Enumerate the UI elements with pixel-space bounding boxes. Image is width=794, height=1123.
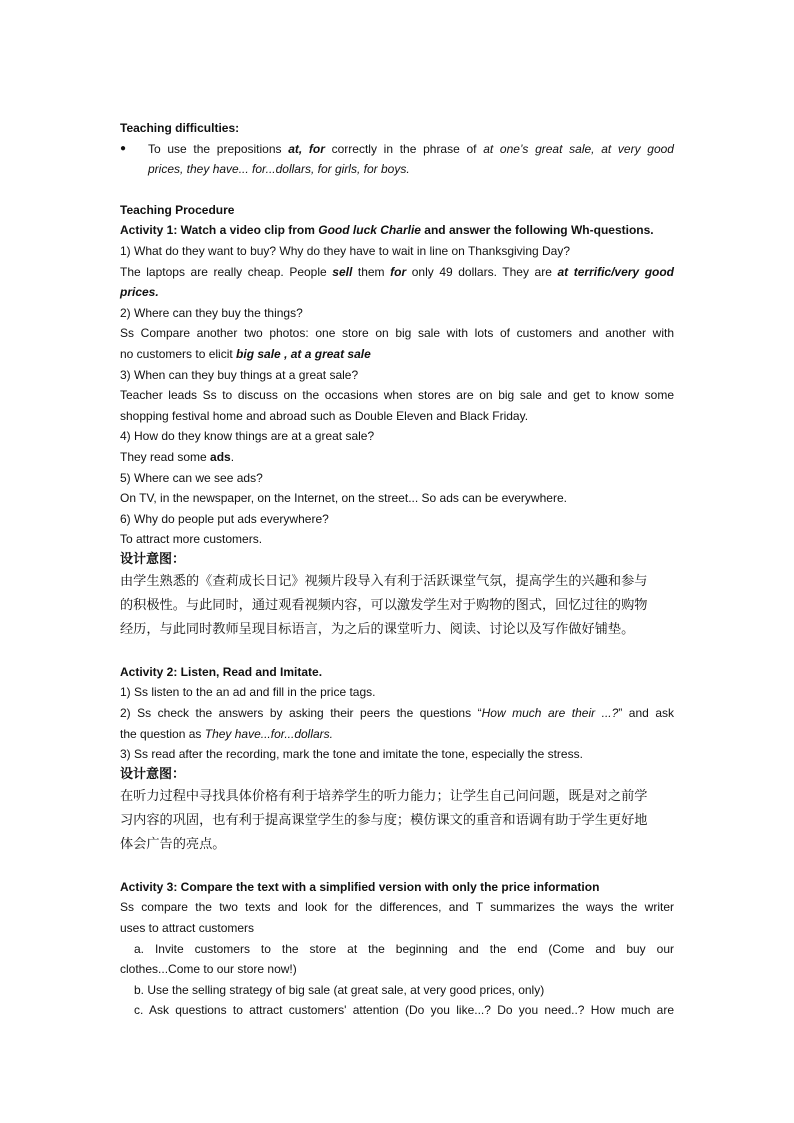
difficulties-bullet-line2: prices, they have... for...dollars, for girls, for boys. xyxy=(148,162,410,177)
question-1: 1) What do they want to buy? Why do they have to wait in line on Thanksgiving Day? xyxy=(120,243,571,258)
activity3-heading: Activity 3: Compare the text with a simplified version with only the price information xyxy=(120,879,600,894)
answer-5: On TV, in the newspaper, on the Internet, on the street... So ads can be everywhere. xyxy=(120,491,567,506)
question-3: 3) When can they buy things at a great sale? xyxy=(120,367,359,382)
difficulties-bullet-item xyxy=(120,139,674,180)
difficulties-bullet-text: To use the prepositions at, for correctly in the phrase of at one’s great sale, at very good prices, they have... for...dollars, for girls, for boys. xyxy=(148,141,674,177)
activity2-heading: Activity 2: Listen, Read and Imitate. xyxy=(120,664,323,679)
answer-1-line2: prices. xyxy=(120,285,159,300)
answer-6: To attract more customers. xyxy=(120,532,263,547)
answer-3-line2: shopping festival home and abroad such as Double Eleven and Black Friday. xyxy=(120,408,529,423)
question-5: 5) Where can we see ads? xyxy=(120,470,263,485)
design-intent-1-heading: 设计意图： xyxy=(120,551,186,567)
activity3-item-a-line1: a. Invite customers to the store at the beginning and the end (Come and buy our xyxy=(134,941,674,956)
answer-4: They read some ads. xyxy=(120,449,235,464)
activity1-heading: Activity 1: Watch a video clip from Good luck Charlie and answer the following Wh-questions. xyxy=(120,223,654,238)
design-intent-1-text: 由学生熟悉的《查莉成长日记》视频片段导入有利于活跃课堂气氛，提高学生的兴趣和参与 的积极性。与此同时，通过观看视频内容，可以激发学生对于购物的图式，回忆过往的购物 经历，与此同时教师呈现目标语言，为之后的课堂听力、阅读、讨论以及写作做好铺垫。 xyxy=(120,573,648,637)
activity3-item-b: b. Use the selling strategy of big sale (at great sale, at very good prices, only) xyxy=(134,982,545,997)
design-intent-2-text: 在听力过程中寻找具体价格有利于培养学生的听力能力；让学生自己问问题，既是对之前学 习内容的巩固，也有利于提高课堂学生的参与度；模仿课文的重音和语调有助于学生更好地 体会广告的亮点。 xyxy=(120,788,648,852)
answer-2-line1: Ss Compare another two photos: one store on big sale with lots of customers and another with xyxy=(120,326,674,341)
activity3-intro-line1: Ss compare the two texts and look for the differences, and T summarizes the ways the writer xyxy=(120,900,674,915)
activity2-step2-line1: 2) Ss check the answers by asking their peers the questions “How much are their ...?” and ask xyxy=(120,706,674,721)
activity3-item-a-line2: clothes...Come to our store now!) xyxy=(120,962,297,977)
procedure-heading: Teaching Procedure xyxy=(120,202,235,217)
difficulties-heading: Teaching difficulties: xyxy=(120,121,240,135)
activity2-step3: 3) Ss read after the recording, mark the tone and imitate the tone, especially the stress. xyxy=(120,747,583,762)
document-page xyxy=(120,118,674,1021)
activity3-intro-line2: uses to attract customers xyxy=(120,921,255,936)
activity2-step2-line2: the question as They have...for...dollars. xyxy=(120,726,334,741)
answer-1-line1: The laptops are really cheap. People sell them for only 49 dollars. They are at terrific/very good xyxy=(120,264,675,279)
answer-2-line2: no customers to elicit big sale , at a great sale xyxy=(120,346,371,361)
question-6: 6) Why do people put ads everywhere? xyxy=(120,511,329,526)
question-2: 2) Where can they buy the things? xyxy=(120,305,303,320)
answer-3-line1: Teacher leads Ss to discuss on the occasions when stores are on big sale and get to know some xyxy=(120,388,674,403)
question-4: 4) How do they know things are at a great sale? xyxy=(120,429,375,444)
activity3-item-c: c. Ask questions to attract customers' attention (Do you like...? Do you need..? How much are xyxy=(134,1003,674,1018)
activity2-step1: 1) Ss listen to the an ad and fill in the price tags. xyxy=(120,685,376,700)
design-intent-2-heading: 设计意图： xyxy=(120,766,186,782)
bullet-icon: ● xyxy=(120,142,127,154)
